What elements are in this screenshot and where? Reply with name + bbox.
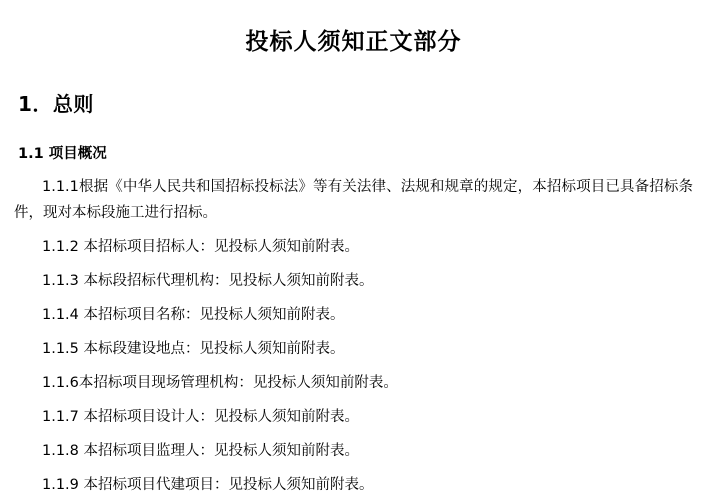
document-page	[0, 26, 711, 493]
page-title: 投标人须知正文部分	[245, 29, 462, 55]
section-heading-1: 1．总则	[18, 92, 94, 116]
paragraph-1-1-6: 1.1.6本招标项目现场管理机构：见投标人须知前附表。	[42, 375, 398, 391]
paragraph-1-1-1: 1.1.1根据《中华人民共和国招标投标法》等有关法律、法规和规章的规定，本招标项目已具备招标条件，现对本标段施工进行招标。	[14, 179, 693, 221]
paragraph-1-1-5: 1.1.5 本标段建设地点：见投标人须知前附表。	[42, 341, 345, 357]
paragraph-1-1-7: 1.1.7 本招标项目设计人：见投标人须知前附表。	[42, 409, 360, 425]
paragraph-1-1-9: 1.1.9 本招标项目代建项目：见投标人须知前附表。	[42, 477, 374, 493]
subsection-heading-1-1: 1.1 项目概况	[18, 146, 107, 162]
paragraph-1-1-8: 1.1.8 本招标项目监理人：见投标人须知前附表。	[42, 443, 360, 459]
paragraph-1-1-4: 1.1.4 本招标项目名称：见投标人须知前附表。	[42, 307, 345, 323]
paragraph-1-1-2: 1.1.2 本招标项目招标人：见投标人须知前附表。	[42, 239, 360, 255]
paragraph-1-1-3: 1.1.3 本标段招标代理机构：见投标人须知前附表。	[42, 273, 374, 289]
